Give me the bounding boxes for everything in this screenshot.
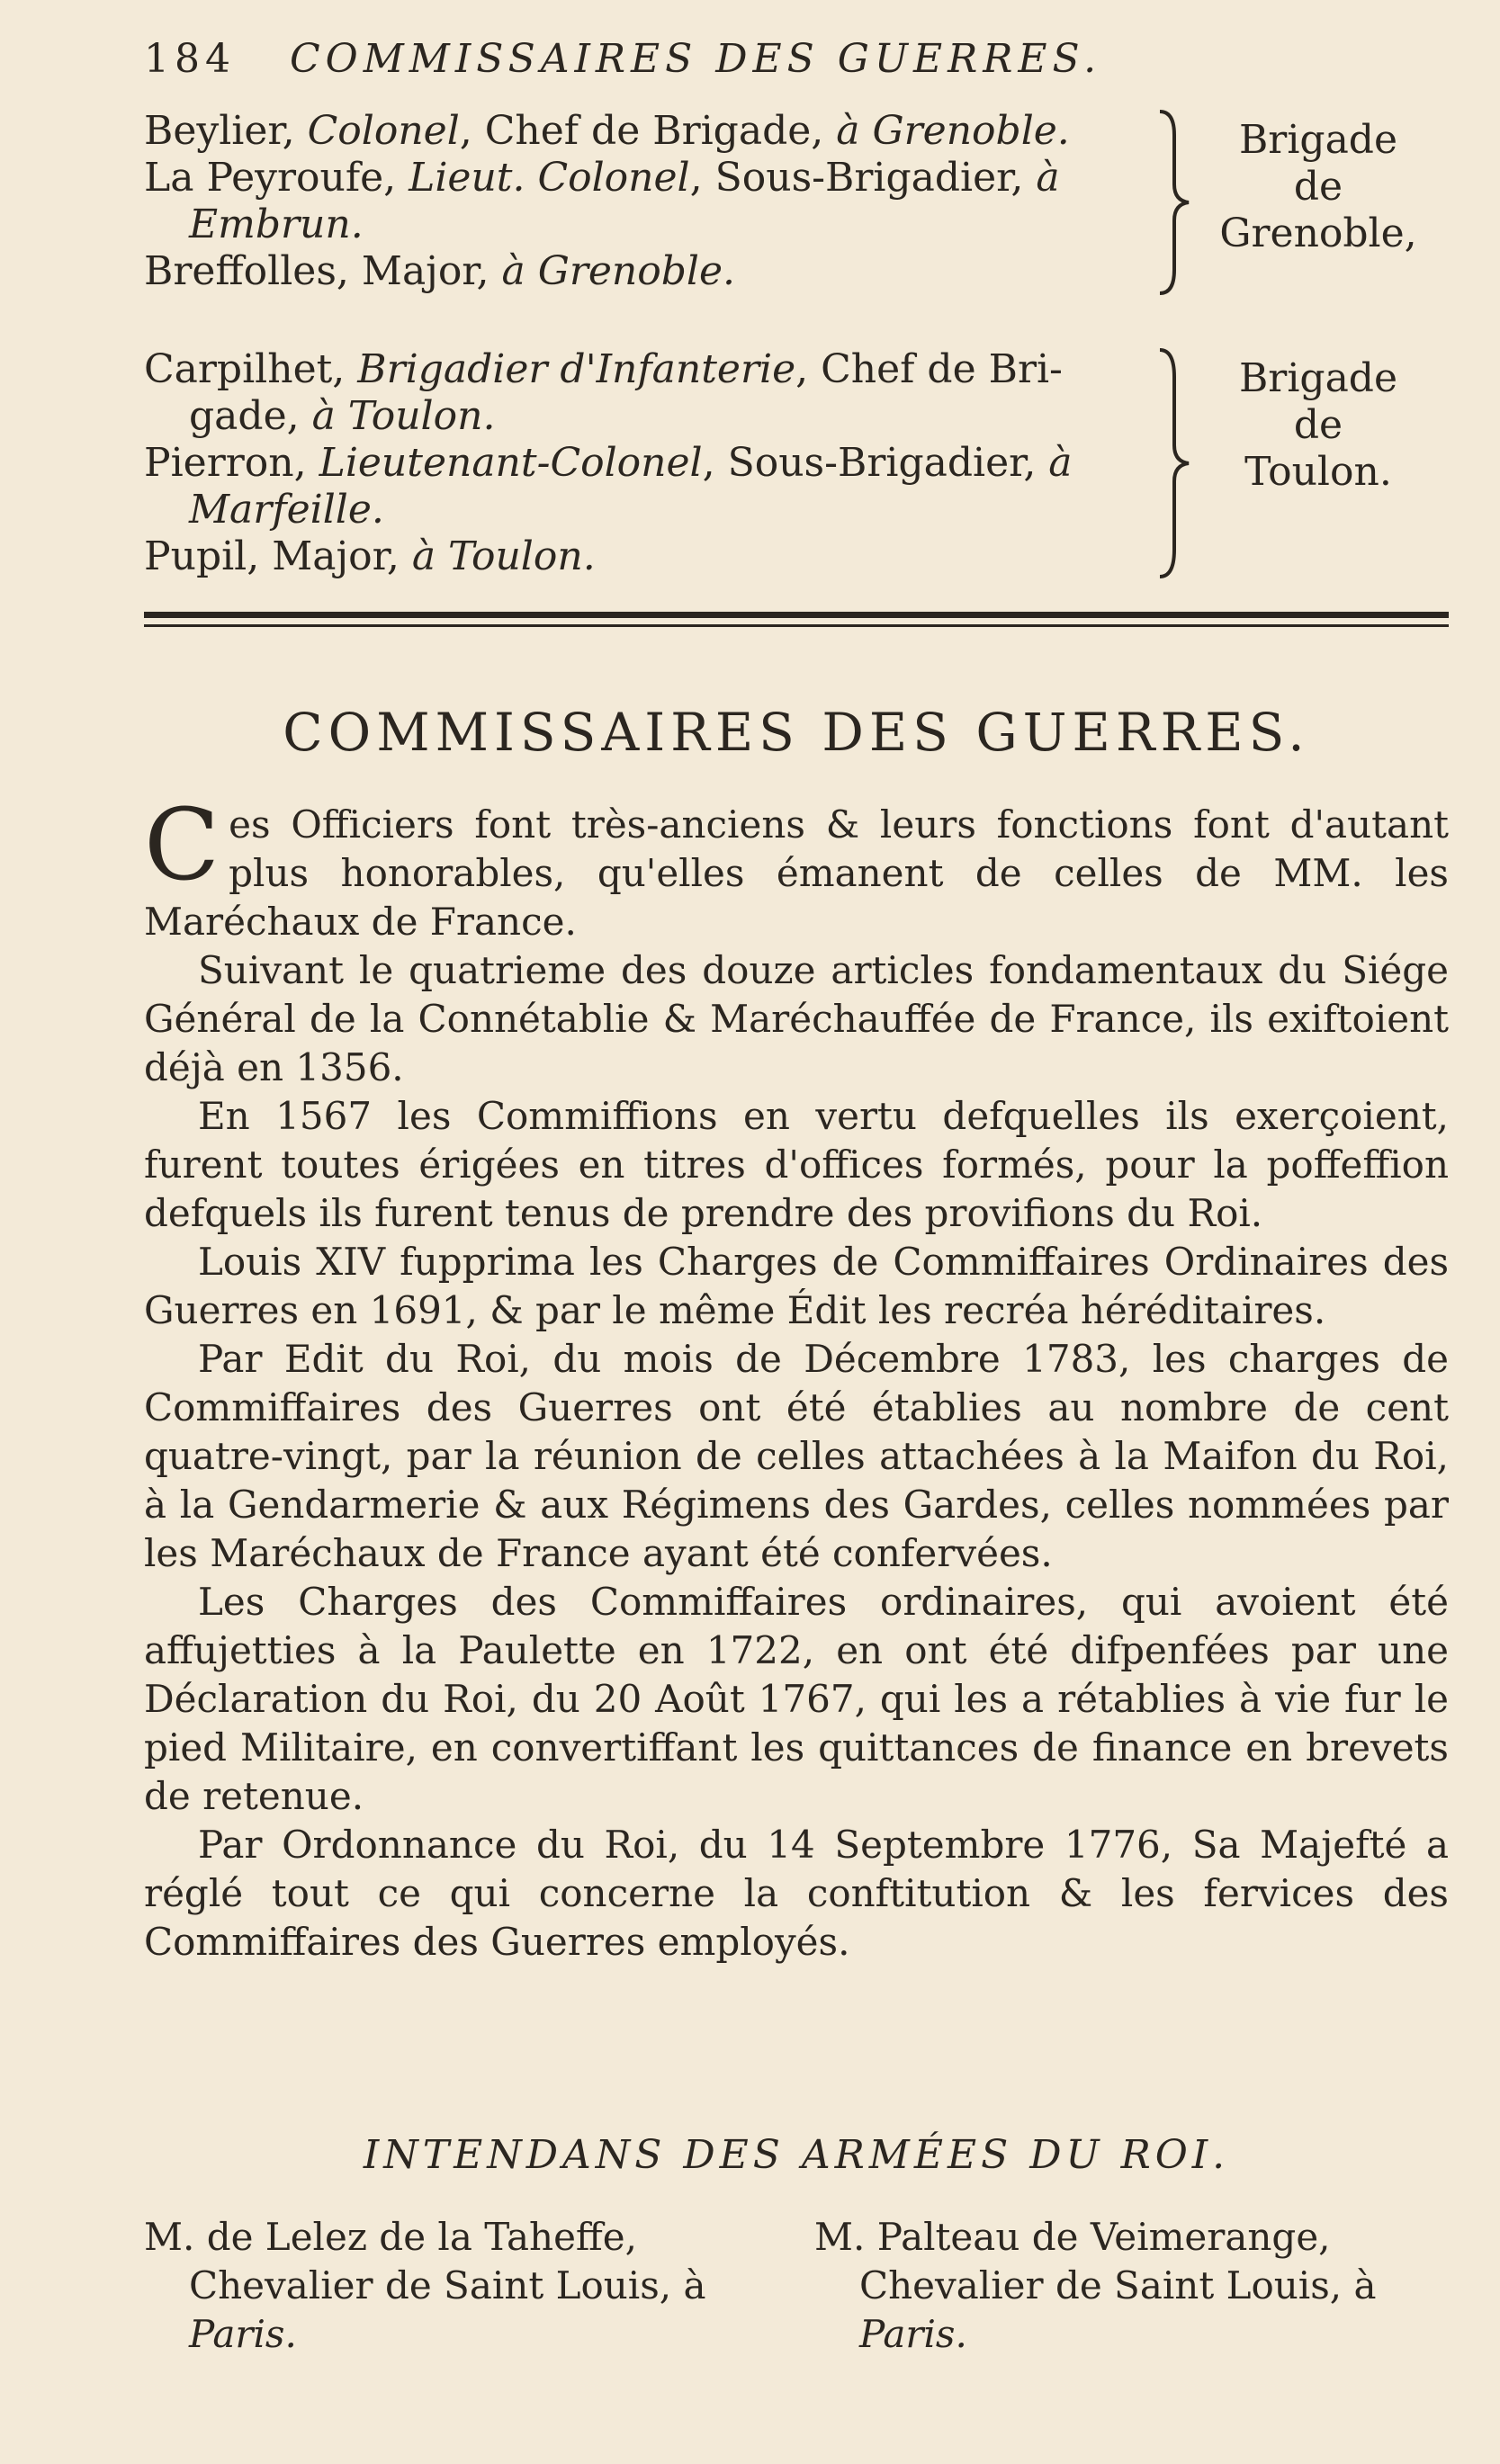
drop-cap: C — [144, 787, 220, 902]
paragraph: En 1567 les Commiffions en vertu defquelles ils exerçoient, furent toutes érigées en titres d'offices formés, pour la poffeffion defquels ils furent tenus de prendre des provifions du Roi. — [144, 1094, 1449, 1235]
subsection-title: INTENDANS DES ARMÉES DU ROI. — [363, 2132, 1230, 2178]
running-head — [144, 36, 1449, 99]
section-divider — [144, 612, 1449, 639]
paragraph: Suivant le quatrieme des douze articles fondamentaux du Siége Général de la Connétablie & Maréchauffée de France, ils exiftoient déjà en 1356. — [144, 948, 1449, 1089]
page-number: 184 — [144, 36, 236, 82]
brigade-toulon-entries — [144, 346, 1152, 580]
brace-icon — [1156, 346, 1192, 580]
roster-entry: Breffolles, Major, à Grenoble. — [144, 248, 736, 294]
paragraph: Par Ordonnance du Roi, du 14 Septembre 1776, Sa Majefté a réglé tout ce qui concerne la conftitution & les fervices des Commiffaires des Guerres employés. — [144, 1823, 1449, 1964]
paragraph: Les Charges des Commiffaires ordinaires, qui avoient été affujetties à la Paulette en 1722, en ont été difpenfées par une Déclaration du Roi, du 20 Août 1767, qui les a rétablies à vie fur le pied Militaire, en convertiffant les quittances de finance en brevets de retenue. — [144, 1580, 1449, 1818]
officer-roster — [144, 108, 1449, 612]
brace-grenoble — [1156, 108, 1192, 297]
divider-thick-line — [144, 612, 1449, 618]
roster-entry-continued: Marfeille. — [189, 487, 384, 533]
divider-thin-line — [144, 624, 1449, 627]
roster-entry-continued: Embrun. — [189, 202, 364, 247]
roster-entry: Pupil, Major, à Toulon. — [144, 533, 596, 579]
brigade-grenoble-entries — [144, 108, 1152, 295]
body-text — [144, 787, 1449, 2114]
section-title: COMMISSAIRES DES GUERRES. — [283, 702, 1310, 763]
brigade-toulon — [144, 346, 1449, 598]
paragraph: Ces Officiers font très-anciens & leurs fonctions font d'autant plus honorables, qu'elles émanent de celles de MM. les Maréchaux de France. — [144, 787, 1449, 944]
running-title: COMMISSAIRES DES GUERRES. — [289, 36, 1102, 82]
brigade-toulon-label: Brigade de Toulon. — [1238, 355, 1398, 495]
brace-icon — [1156, 108, 1192, 297]
brace-toulon — [1156, 346, 1192, 580]
roster-entry: Carpilhet, Brigadier d'Infanterie, Chef de Bri- — [144, 346, 1063, 392]
roster-entry: Beylier, Colonel, Chef de Brigade, à Grenoble. — [144, 108, 1070, 154]
brigade-grenoble-label: Brigade de Grenoble, — [1219, 117, 1417, 256]
intendants-list — [144, 2213, 1449, 2411]
roster-entry: La Peyroufe, Lieut. Colonel, Sous-Brigadier, à — [144, 155, 1060, 201]
brigade-grenoble — [144, 108, 1449, 342]
intendant-entry: M. Palteau de Veimerange, Chevalier de Saint Louis, à Paris. — [814, 2215, 1377, 2356]
roster-entry-continued: gade, à Toulon. — [189, 393, 496, 439]
roster-entry: Pierron, Lieutenant-Colonel, Sous-Brigadier, à — [144, 440, 1073, 486]
intendant-entry: M. de Lelez de la Taheffe, Chevalier de Saint Louis, à Paris. — [144, 2215, 706, 2356]
paragraph: Louis XIV fupprima les Charges de Commiffaires Ordinaires des Guerres en 1691, & par le même Édit les recréa héréditaires. — [144, 1240, 1449, 1332]
book-page — [144, 36, 1449, 2447]
paragraph: Par Edit du Roi, du mois de Décembre 1783, les charges de Commiffaires des Guerres ont été établies au nombre de cent quatre-vingt, par la réunion de celles attachées à la Maifon du Roi, à la Gendarmerie & aux Régimens des Gardes, celles nommées par les Maréchaux de France ayant été confervées. — [144, 1337, 1449, 1575]
